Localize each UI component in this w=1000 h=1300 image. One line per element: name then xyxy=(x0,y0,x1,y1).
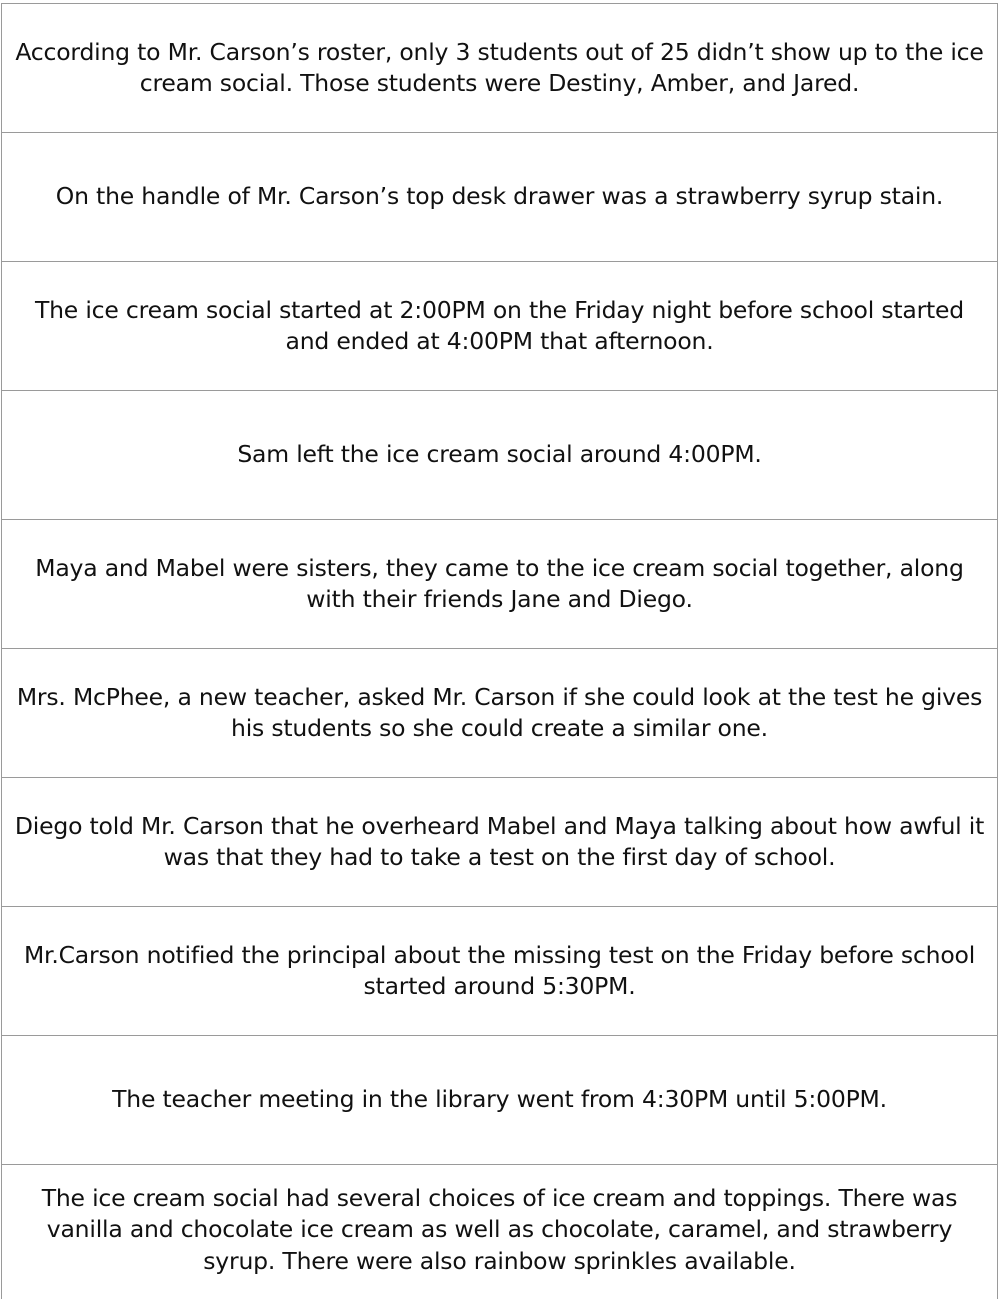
clue-card-6 xyxy=(2,649,997,778)
clue-card-8 xyxy=(2,907,997,1036)
clue-card-table xyxy=(1,3,998,1299)
clue-card-5 xyxy=(2,520,997,649)
clue-text: The ice cream social had several choices of ice cream and toppings. There was vanilla and chocolate ice cream as well as chocolate, caramel, and strawberry syrup. There were also rainbow sprinkles available. xyxy=(41,1183,958,1275)
clue-card-10 xyxy=(2,1165,997,1295)
clue-text: According to Mr. Carson’s roster, only 3 students out of 25 didn’t show up to the ice cream social. Those students were Destiny, Amber, and Jared. xyxy=(15,37,984,97)
clue-card-4 xyxy=(2,391,997,520)
clue-card-1 xyxy=(2,4,997,133)
clue-card-2 xyxy=(2,133,997,262)
clue-text: Mrs. McPhee, a new teacher, asked Mr. Carson if she could look at the test he gives his students so she could create a similar one. xyxy=(16,682,983,742)
clue-card-3 xyxy=(2,262,997,391)
clue-card-9 xyxy=(2,1036,997,1165)
clue-text: The ice cream social started at 2:00PM on the Friday night before school started and ended at 4:00PM that afternoon. xyxy=(34,295,965,355)
clue-text: On the handle of Mr. Carson’s top desk drawer was a strawberry syrup stain. xyxy=(55,182,944,211)
clue-card-7 xyxy=(2,778,997,907)
clue-text: The teacher meeting in the library went from 4:30PM until 5:00PM. xyxy=(112,1085,887,1114)
clue-text: Maya and Mabel were sisters, they came to the ice cream social together, along with their friends Jane and Diego. xyxy=(35,553,964,613)
clue-text: Diego told Mr. Carson that he overheard Mabel and Maya talking about how awful it was that they had to take a test on the first day of school. xyxy=(14,811,985,871)
clue-text: Mr.Carson notified the principal about the missing test on the Friday before school started around 5:30PM. xyxy=(23,940,976,1000)
clue-text: Sam left the ice cream social around 4:00PM. xyxy=(237,440,762,469)
